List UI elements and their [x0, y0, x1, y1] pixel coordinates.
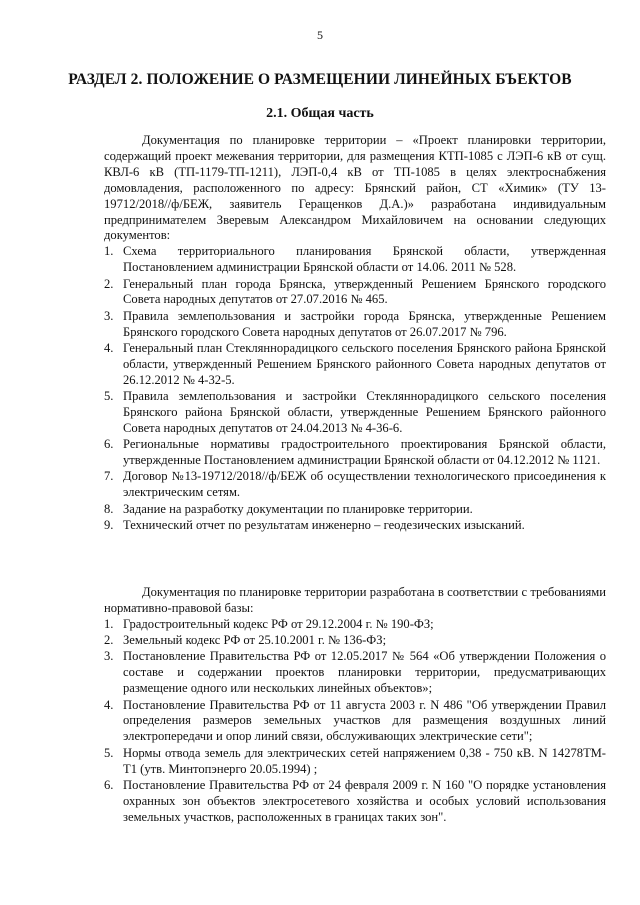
list-item	[104, 469, 606, 501]
list-item-number: 5.	[104, 745, 114, 760]
list-item-text: Региональные нормативы градостроительного проектирования Брянской области, утвержденные Постановлением администрации Брянской области от 04.12.2012 № 1121.	[123, 437, 606, 468]
list-item	[104, 698, 606, 746]
list-item-text: Генеральный план Стекляннорадицкого сельского поселения Брянского района Брянской области, утвержденный Решением Брянского районного Совета народных депутатов от 26.12.2012 № 4-32-5.	[123, 340, 606, 387]
list-item-number: 1.	[104, 244, 114, 259]
list-item-text: Постановление Правительства РФ от 12.05.2017 № 564 «Об утверждении Положения о составе и содержании проектов планировки территории, предусматривающих размещение одного или нескольких линейных объектов»;	[123, 649, 606, 696]
list-item	[104, 502, 606, 518]
intro-paragraph: Документация по планировке территории – «Проект планировки территории, содержащий проект межевания территории, для размещения КТП-1085 с ЛЭП-6 кВ от сущ. КВЛ-6 кВ (ТП-1179-ТП-1211), ЛЭП-0,4 кВ от ТП-1085 в целях электроснабжения домовладения, расположенного по адресу: Брянский район, СТ «Химик» (ТУ 13-19712/2018//ф/БЕЖ, заявитель Геращенков Д.А.)» разработана индивидуальным предпринимателем Зверевым Александром Михайловичем на основании следующих документов:	[104, 133, 606, 243]
list-item-text: Договор №13-19712/2018//ф/БЕЖ об осуществлении технологического присоединения к электрическим сетям.	[123, 469, 606, 500]
list-item-text: Технический отчет по результатам инженерно – геодезических изысканий.	[123, 517, 525, 532]
list-item-text: Правила землепользования и застройки города Брянска, утвержденные Решением Брянского городского Совета народных депутатов от 26.07.2017 № 796.	[123, 308, 606, 339]
list-item-number: 8.	[104, 501, 114, 516]
list-item-text: Земельный кодекс РФ от 25.10.2001 г. № 136-ФЗ;	[123, 633, 387, 648]
list-item-number: 1.	[104, 616, 114, 631]
list-item	[104, 633, 606, 649]
list-item-number: 9.	[104, 517, 114, 532]
list-item	[104, 746, 606, 778]
list-item	[104, 341, 606, 389]
list-item-text: Генеральный план города Брянска, утвержденный Решением Брянского городского Совета народных депутатов от 27.07.2016 № 465.	[123, 276, 606, 307]
list-item-text: Схема территориального планирования Брянской области, утвержденная Постановлением администрации Брянской области от 14.06. 2011 № 528.	[123, 244, 606, 275]
list-item-number: 2.	[104, 276, 114, 291]
list-item-text: Постановление Правительства РФ от 24 февраля 2009 г. N 160 "О порядке установления охранных зон объектов электросетевого хозяйства и особых условий использования земельных участков, расположенных в границах таких зон".	[123, 777, 606, 824]
list-item	[104, 778, 606, 826]
documents-list	[104, 244, 606, 533]
section-title: РАЗДЕЛ 2. ПОЛОЖЕНИЕ О РАЗМЕЩЕНИИ ЛИНЕЙНЫХ БЪЕКТОВ	[68, 71, 572, 88]
list-item-number: 5.	[104, 389, 114, 404]
list-item-number: 4.	[104, 697, 114, 712]
list-item	[104, 617, 606, 633]
list-item	[104, 437, 606, 469]
list-item	[104, 277, 606, 309]
list-item-number: 7.	[104, 469, 114, 484]
list-item	[104, 389, 606, 437]
list-item	[104, 649, 606, 697]
list-item-number: 3.	[104, 308, 114, 323]
list-item-text: Задание на разработку документации по планировке территории.	[123, 501, 473, 516]
list-item-number: 4.	[104, 340, 114, 355]
list-item-text: Постановление Правительства РФ от 11 августа 2003 г. N 486 "Об утверждении Правил определения размеров земельных участков для размещения воздушных линий электропередачи и опор линий связи, обслуживающих электрические сети";	[123, 697, 606, 744]
subsection-title: 2.1. Общая часть	[266, 106, 374, 121]
list-item-number: 6.	[104, 437, 114, 452]
list-item-text: Нормы отвода земель для электрических сетей напряжением 0,38 - 750 кВ. N 14278ТМ-Т1 (утв. Минтопэнерго 20.05.1994) ;	[123, 745, 606, 776]
page-number: 5	[317, 28, 323, 42]
list-item	[104, 309, 606, 341]
norms-paragraph: Документация по планировке территории разработана в соответствии с требованиями нормативно-правовой базы:	[104, 585, 606, 615]
norms-list	[104, 617, 606, 826]
list-item-number: 3.	[104, 649, 114, 664]
list-item-text: Правила землепользования и застройки Стекляннорадицкого сельского поселения Брянского района Брянской области, утвержденные Решением Брянского районного Совета народных депутатов от 24.04.2013 № 4-36-6.	[123, 389, 606, 435]
intro-block	[104, 133, 606, 534]
norms-block	[104, 585, 606, 826]
list-item	[104, 244, 606, 276]
list-item-number: 6.	[104, 777, 114, 792]
list-item-number: 2.	[104, 633, 114, 648]
list-item	[104, 518, 606, 534]
list-item-text: Градостроительный кодекс РФ от 29.12.2004 г. № 190-ФЗ;	[123, 616, 434, 631]
